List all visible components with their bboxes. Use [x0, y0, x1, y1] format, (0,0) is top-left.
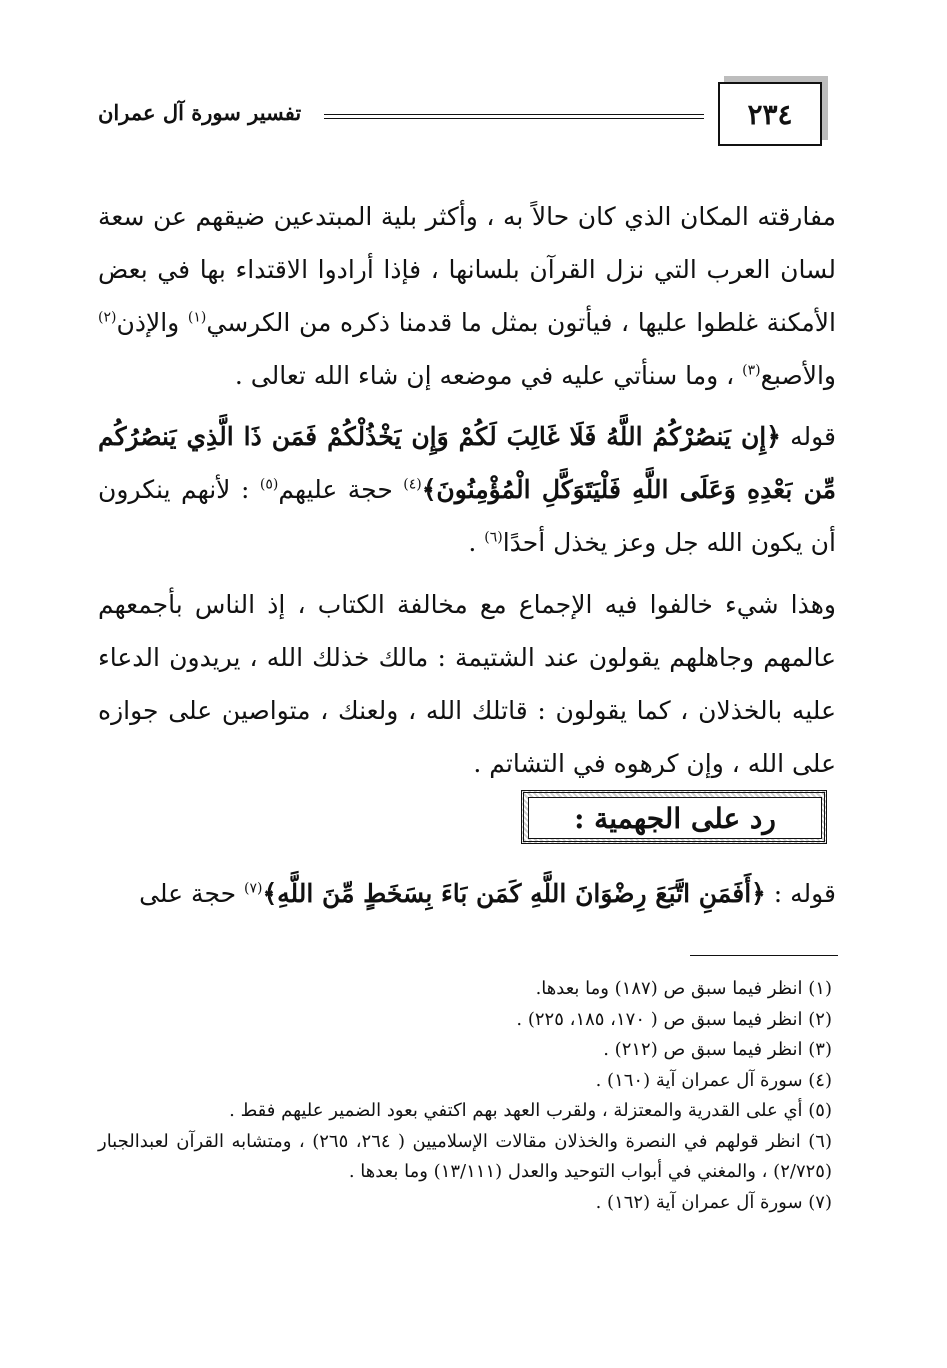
quran-verse-1: ﴿إِن يَنصُرْكُمُ اللَّهُ فَلَا غَالِبَ لَكُمْ وَإِن يَخْذُلْكُمْ فَمَن ذَا الَّذِي يَنصُرُكُم مِّن بَعْدِهِ وَعَلَى اللَّهِ فَلْيَتَوَكَّلِ الْمُؤْمِنُونَ﴾: [98, 422, 836, 504]
page-number-box: [718, 82, 822, 146]
paragraph-1-text-c: والأصبع: [760, 361, 836, 390]
quran-verse-2: ﴿أَفَمَنِ اتَّبَعَ رِضْوَانَ اللَّهِ كَمَن بَاءَ بِسَخَطٍ مِّنَ اللَّهِ﴾: [262, 879, 766, 908]
footnote-6: (٦) انظر قولهم في النصرة والخذلان مقالات الإسلاميين ( ٢٦٤، ٢٦٥) ، ومتشابه القرآن لعبدالجبار (٢/٧٢٥) ، والمغني في أبواب التوحيد والعدل (١٣/١١١) وما بعدها .: [98, 1130, 832, 1182]
paragraph-4-intro: قوله :: [765, 879, 836, 908]
paragraph-2-text-d: .: [468, 528, 485, 557]
page-header: [92, 78, 824, 150]
footnote-ref-1: (١): [187, 309, 207, 326]
paragraph-1: [98, 190, 836, 402]
footnote-ref-4: (٤): [403, 476, 422, 493]
footnote-ref-5: (٥): [259, 476, 279, 493]
paragraph-4: [98, 867, 836, 920]
paragraph-3: [98, 578, 836, 790]
footnote-separator: [690, 955, 838, 956]
footnote-1: (١) انظر فيما سبق ص (١٨٧) وما بعدها.: [535, 978, 832, 999]
section-heading: رد على الجهمية :: [528, 797, 822, 839]
footnote-ref-3: (٣): [742, 362, 761, 379]
footnote-ref-2: (٢): [98, 309, 117, 326]
running-title: تفسير سورة آل عمران: [98, 100, 302, 125]
paragraph-2-text-b: حجة عليهم: [278, 475, 404, 504]
paragraph-1-text: مفارقته المكان الذي كان حالاً به ، وأكثر بلية المبتدعين ضيقهم عن سعة لسان العرب التي نزل القرآن بلسانها ، فإذا أرادوا الاقتداء بها في بعض الأمكنة غلطوا عليها ، فيأتون بمثل ما قدمنا ذكره من الكرسي: [98, 202, 836, 337]
paragraph-2-intro: قوله: [780, 422, 836, 451]
page-number: ٢٣٤: [747, 97, 793, 131]
section-heading-box: [521, 790, 827, 844]
paragraph-1-text-d: ، وما سنأتي عليه في موضعه إن شاء الله تعالى .: [234, 361, 743, 390]
footnote-3: (٣) انظر فيما سبق ص (٢١٢) .: [603, 1039, 832, 1060]
footnote-7: (٧) سورة آل عمران آية (١٦٢) .: [595, 1191, 832, 1213]
header-rule: [324, 114, 704, 119]
footnote-ref-7: (٧): [243, 880, 263, 897]
footnote-4: (٤) سورة آل عمران آية (١٦٠) .: [595, 1069, 832, 1091]
paragraph-4-text-b: حجة على: [139, 879, 244, 908]
footnote-ref-6: (٦): [484, 529, 503, 546]
footnotes-list: [98, 974, 832, 1218]
paragraph-2: [98, 410, 836, 569]
footnote-2: (٢) انظر فيما سبق ص ( ١٧٠، ١٨٥، ٢٢٥) .: [516, 1008, 832, 1030]
footnote-5: (٥) أي على القدرية والمعتزلة ، ولقرب العهد بهم اكتفي بعود الضمير عليهم فقط .: [229, 1100, 832, 1121]
paragraph-2-text-c: : لأنهم ينكرون أن يكون الله جل وعز يخذل أحدًا: [98, 475, 836, 557]
paragraph-1-text-b: والإذن: [116, 308, 188, 337]
paragraph-3-text: وهذا شيء خالفوا فيه الإجماع مع مخالفة الكتاب ، إذ الناس بأجمعهم عالمهم وجاهلهم يقولون عند الشتيمة : مالك خذلك الله ، يريدون الدعاء عليه بالخذلان ، كما يقولون : قاتلك الله ، ولعنك ، متواصين على جوازه على الله ، وإن كرهوه في التشاتم .: [98, 590, 836, 778]
